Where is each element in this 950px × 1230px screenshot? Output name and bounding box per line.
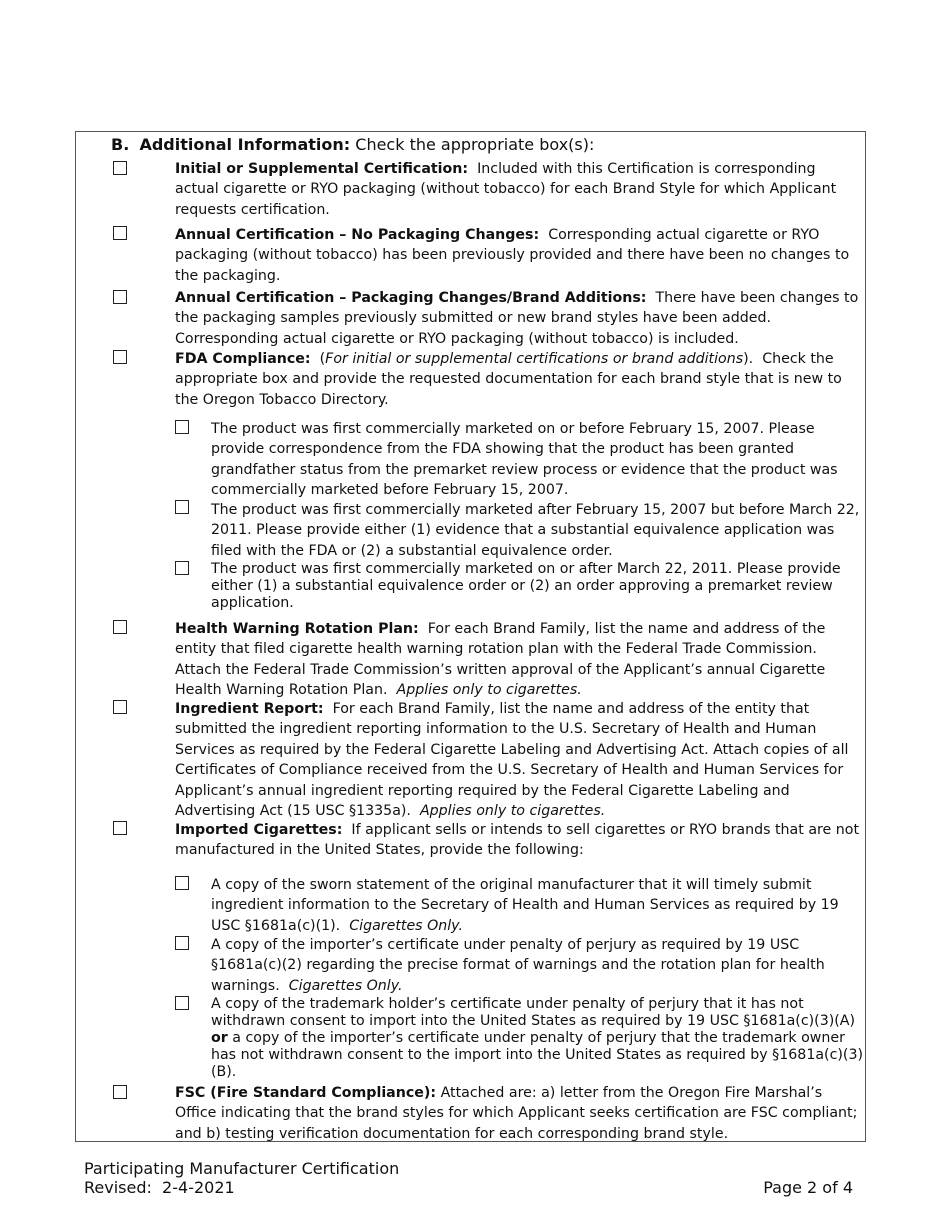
footer-revised: Revised: 2-4-2021 [84, 1178, 235, 1197]
fda-compliance-checkbox[interactable] [113, 350, 127, 364]
manufacturer-statement-checkbox[interactable] [175, 876, 189, 890]
imported-cigarettes-checkbox[interactable] [113, 821, 127, 835]
ingredient-report-text: Ingredient Report: For each Brand Family, list the name and address of the entity that submitted the ingredient reporting information to the U.S. Secretary of Health and Human Services as required by the Federal Cigarette Labeling and Advertising Act. Attach copies of all Certificates of Compliance received from the U.S. Secretary of Health and Human Services for Applicant’s annual ingredient reporting required by the Federal Cigarette Labeling and Advertising Act (15 USC §1335a). Applies only to cigarettes. [175, 701, 849, 820]
fda-se-order-checkbox[interactable] [175, 561, 189, 575]
ingredient-report-checkbox[interactable] [113, 700, 127, 714]
manufacturer-statement-text: A copy of the sworn statement of the original manufacturer that it will timely submit ingredient information to the Secretary of Health and Human Services as required by 19 USC §1681a(c)(1). Cigarettes Only. [211, 877, 839, 934]
fda-se-order-text: The product was first commercially marketed on or after March 22, 2011. Please provide either (1) a substantial equivalence order or (2) an order approving a premarket review application. [211, 561, 841, 611]
annual-no-changes-text: Annual Certification – No Packaging Changes: Corresponding actual cigarette or RYO packaging (without tobacco) has been previously provided and there have been no changes to the packaging. [175, 227, 850, 284]
section-instruction: Check the appropriate box(s): [355, 135, 595, 154]
section-letter: B. [111, 135, 130, 154]
health-warning-checkbox[interactable] [113, 620, 127, 634]
initial-certification-checkbox[interactable] [113, 161, 127, 175]
annual-no-changes-checkbox[interactable] [113, 226, 127, 240]
annual-changes-checkbox[interactable] [113, 290, 127, 304]
fsc-text: FSC (Fire Standard Compliance): Attached are: a) letter from the Oregon Fire Marshal’s Office indicating that the brand styles for which Applicant seeks certification are FSC compliant; and b) testing verification documentation for each corresponding brand style. [175, 1085, 858, 1142]
initial-certification-text: Initial or Supplemental Certification: Included with this Certification is corresponding actual cigarette or RYO packaging (without tobacco) for each Brand Style for which Applicant requests certification. [175, 161, 837, 218]
trademark-certificate-checkbox[interactable] [175, 996, 189, 1010]
footer-page-number: Page 2 of 4 [763, 1178, 853, 1197]
fsc-checkbox[interactable] [113, 1085, 127, 1099]
section-heading [111, 135, 594, 155]
imported-cigarettes-text: Imported Cigarettes: If applicant sells or intends to sell cigarettes or RYO brands that are not manufactured in the United States, provide the following: [175, 822, 860, 859]
importer-certificate-text: A copy of the importer’s certificate under penalty of perjury as required by 19 USC §1681a(c)(2) regarding the precise format of warnings and the rotation plan for health warnings. Cigarettes Only. [211, 937, 825, 994]
section-title: Additional Information: [139, 135, 351, 154]
importer-certificate-checkbox[interactable] [175, 936, 189, 950]
fda-grandfather-text: The product was first commercially marketed on or before February 15, 2007. Please provide correspondence from the FDA showing that the product has been granted grandfather status from the premarket review process or evidence that the product was commercially marketed before February 15, 2007. [211, 421, 838, 499]
fda-se-application-text: The product was first commercially marketed after February 15, 2007 but before March 22, 2011. Please provide either (1) evidence that a substantial equivalence application was filed with the FDA or (2) a substantial equivalence order. [211, 502, 860, 559]
health-warning-text: Health Warning Rotation Plan: For each Brand Family, list the name and address of the entity that filed cigarette health warning rotation plan with the Federal Trade Commission. Attach the Federal Trade Commission’s written approval of the Applicant’s annual Cigarette Health Warning Rotation Plan. Applies only to cigarettes. [175, 621, 826, 699]
footer-doc-title: Participating Manufacturer Certification [84, 1159, 400, 1178]
fda-se-application-checkbox[interactable] [175, 500, 189, 514]
fda-compliance-text: FDA Compliance: (For initial or supplemental certifications or brand additions). Check the appropriate box and provide the requested documentation for each brand style that is new to the Oregon Tobacco Directory. [175, 351, 842, 408]
fda-grandfather-checkbox[interactable] [175, 420, 189, 434]
annual-changes-text: Annual Certification – Packaging Changes/Brand Additions: There have been changes to the packaging samples previously submitted or new brand styles have been added. Corresponding actual cigarette or RYO packaging (without tobacco) is included. [175, 290, 859, 347]
trademark-certificate-text: A copy of the trademark holder’s certificate under penalty of perjury that it has not withdrawn consent to import into the United States as required by 19 USC §1681a(c)(3)(A) or a copy of the importer’s certificate under penalty of perjury that the trademark owner has not withdrawn consent to the import into the United States as required by §1681a(c)(3)(B). [211, 996, 864, 1080]
